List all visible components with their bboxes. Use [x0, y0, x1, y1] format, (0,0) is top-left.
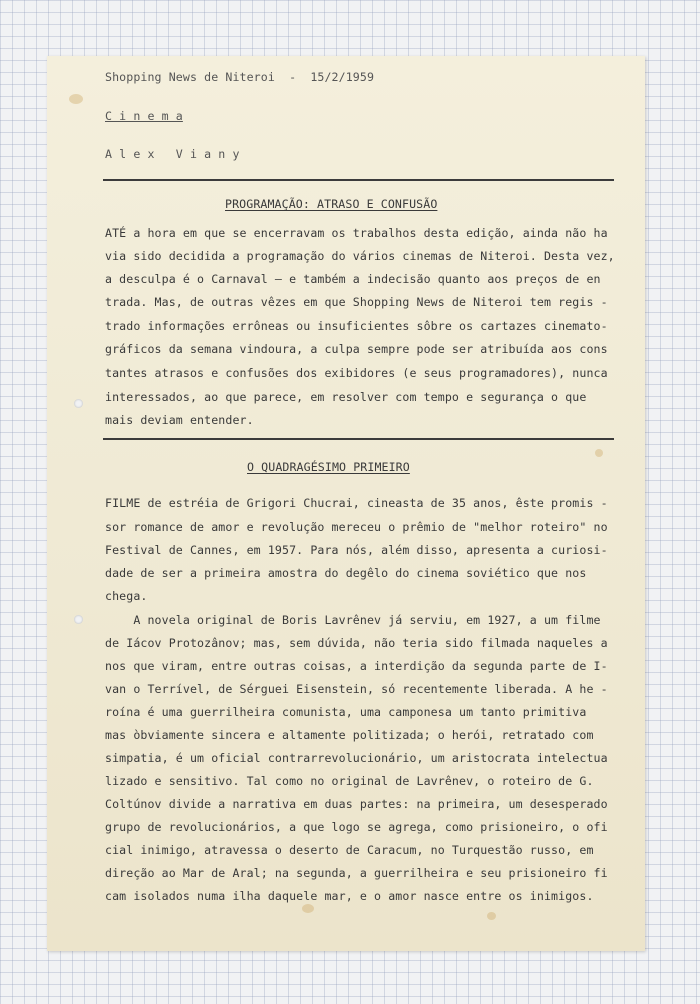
body-line: mas òbviamente sincera e altamente politizada; o herói, retratado com	[105, 728, 594, 742]
body-line: tantes atrasos e confusões dos exibidores (e seus programadores), nunca	[105, 366, 608, 380]
body-line: FILME de estréia de Grigori Chucrai, cineasta de 35 anos, êste promis -	[105, 496, 608, 510]
body-line: grupo de revolucionários, a que logo se agrega, como prisioneiro, o ofi	[105, 820, 608, 834]
stain-mark	[302, 904, 314, 913]
author-name: A l e x V i a n y	[105, 147, 240, 161]
body-line: de Iácov Protozânov; mas, sem dúvida, não teria sido filmada naqueles a	[105, 636, 608, 650]
stain-mark	[595, 449, 603, 457]
body-line: van o Terrível, de Sérguei Eisenstein, só recentemente liberada. A he -	[105, 682, 608, 696]
body-line: nos que viram, entre outras coisas, a interdição da segunda parte de I-	[105, 659, 608, 673]
body-line: roína é uma guerrilheira comunista, uma camponesa um tanto primitiva	[105, 705, 587, 719]
divider-line	[103, 438, 614, 440]
punch-hole	[74, 615, 83, 624]
body-line: dade de ser a primeira amostra do degêlo do cinema soviético que nos	[105, 566, 587, 580]
body-line: gráficos da semana vindoura, a culpa sempre pode ser atribuída aos cons	[105, 342, 608, 356]
stain-mark	[69, 94, 83, 104]
body-line: cam isolados numa ilha daquele mar, e o amor nasce entre os inimigos.	[105, 889, 594, 903]
punch-hole	[74, 399, 83, 408]
body-line: a desculpa é o Carnaval — e também a indecisão quanto aos preços de en	[105, 272, 601, 286]
body-line: cial inimigo, atravessa o deserto de Caracum, no Turquestão russo, em	[105, 843, 594, 857]
article-title: PROGRAMAÇÃO: ATRASO E CONFUSÃO	[225, 197, 438, 211]
body-line: trada. Mas, de outras vêzes em que Shopping News de Niteroi tem regis -	[105, 295, 608, 309]
body-line: interessados, ao que parece, em resolver com tempo e segurança o que	[105, 390, 587, 404]
body-line: ATÉ a hora em que se encerravam os trabalhos desta edição, ainda não ha	[105, 226, 608, 240]
publication-line: Shopping News de Niteroi - 15/2/1959	[105, 70, 375, 84]
body-line: lizado e sensitivo. Tal como no original de Lavrênev, o roteiro de G.	[105, 774, 594, 788]
body-line: direção ao Mar de Aral; na segunda, a guerrilheira e seu prisioneiro fi	[105, 866, 608, 880]
article-title: O QUADRAGÉSIMO PRIMEIRO	[247, 460, 410, 474]
body-line: chega.	[105, 589, 148, 603]
section-title: C i n e m a	[105, 109, 183, 123]
body-line: trado informações errôneas ou insuficientes sôbre os cartazes cinemato-	[105, 319, 608, 333]
body-line: simpatia, é um oficial contrarrevolucionário, um aristocrata intelectua	[105, 751, 608, 765]
body-line: A novela original de Boris Lavrênev já serviu, em 1927, a um filme	[105, 613, 601, 627]
body-line: sor romance de amor e revolução mereceu o prêmio de "melhor roteiro" no	[105, 520, 608, 534]
body-line: Festival de Cannes, em 1957. Para nós, além disso, apresenta a curiosi-	[105, 543, 608, 557]
body-line: mais deviam entender.	[105, 413, 254, 427]
body-line: via sido decidida a programação do vários cinemas de Niteroi. Desta vez,	[105, 249, 615, 263]
divider-line	[103, 179, 614, 181]
stain-mark	[487, 912, 496, 920]
body-line: Coltúnov divide a narrativa em duas partes: na primeira, um desesperado	[105, 797, 608, 811]
